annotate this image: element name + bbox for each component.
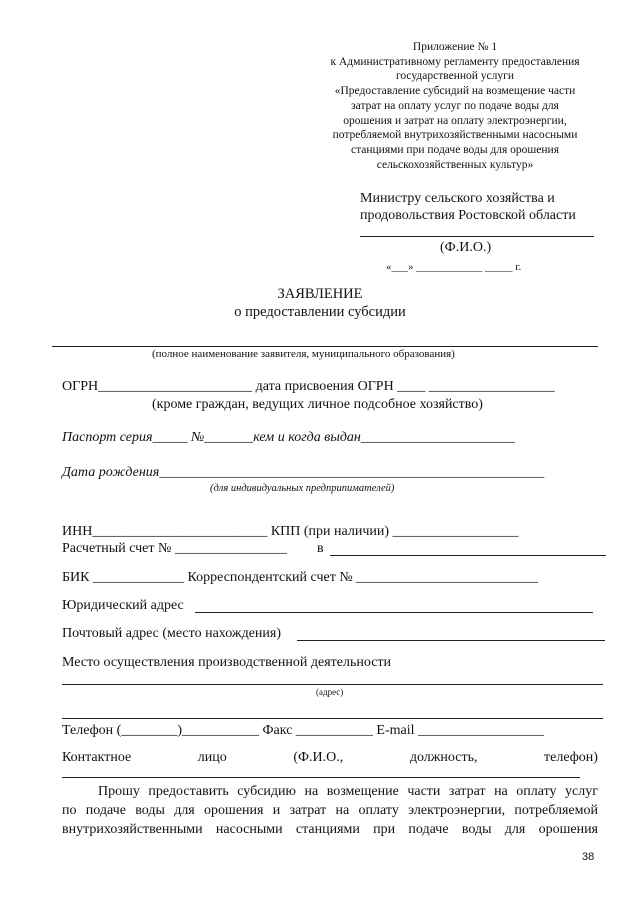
postal-address-label: Почтовый адрес (место нахождения) bbox=[62, 626, 281, 641]
request-line: по подаче воды для орошения и затрат на оплату электроэнергии, потребляемой bbox=[62, 803, 598, 818]
passport-field: Паспорт серия_____ №_______кем и когда выдан______________________ bbox=[62, 430, 515, 445]
appendix-line: государственной услуги bbox=[395, 70, 515, 83]
legal-address-label: Юридический адрес bbox=[62, 598, 184, 613]
document-title: ЗАЯВЛЕНИЕ bbox=[277, 286, 363, 302]
request-line: Прошу предоставить субсидию на возмещение части затрат на оплату услуг bbox=[98, 784, 598, 799]
addressee-line-1: Министру сельского хозяйства и bbox=[360, 191, 555, 206]
contact-word: (Ф.И.О., bbox=[293, 750, 344, 765]
contact-word: должность, bbox=[409, 750, 478, 765]
birth-date-field: Дата рождения_______________________________________________________ bbox=[62, 465, 545, 480]
phone-fax-email-field: Телефон (________)___________ Факс ___________ E-mail __________________ bbox=[62, 723, 545, 738]
appendix-line: затрат на оплату услуг по подаче воды для bbox=[351, 99, 559, 112]
addressee-line-2: продовольствия Ростовской области bbox=[360, 208, 576, 223]
appendix-line: потребляемой внутрихозяйственными насосными bbox=[332, 129, 578, 142]
bik-field: БИК _____________ Корреспондентский счет № __________________________ bbox=[62, 570, 539, 585]
appendix-line: сельскохозяйственных культур» bbox=[376, 158, 534, 171]
appendix-line: Приложение № 1 bbox=[412, 41, 498, 53]
legal-address-line bbox=[195, 612, 593, 613]
applicant-name-note: (полное наименование заявителя, муниципального образования) bbox=[152, 348, 455, 360]
contact-person-line bbox=[62, 777, 580, 778]
addressee-date: «___» ____________ _____ г. bbox=[386, 261, 522, 273]
activity-place-label: Место осуществления производственной деятельности bbox=[62, 655, 392, 670]
request-paragraph bbox=[62, 782, 598, 839]
appendix-line: орошения и затрат на оплату электроэнергии, bbox=[343, 114, 567, 127]
page-number: 38 bbox=[582, 851, 595, 863]
document-subtitle: о предоставлении субсидии bbox=[234, 304, 406, 320]
account-field: Расчетный счет № ________________ bbox=[62, 541, 287, 556]
applicant-name-line bbox=[52, 346, 598, 347]
contact-person-row bbox=[62, 750, 598, 766]
address-note: (адрес) bbox=[316, 687, 344, 697]
address-extra-line bbox=[62, 718, 603, 719]
contact-word: Контактное bbox=[62, 750, 132, 765]
inn-kpp-field: ИНН_________________________ КПП (при наличии) __________________ bbox=[62, 524, 519, 539]
appendix-header bbox=[300, 40, 610, 172]
appendix-line: станциями при подаче воды для орошения bbox=[351, 143, 559, 156]
appendix-line: к Административному регламенту предоставления bbox=[330, 55, 580, 68]
request-line: внутрихозяйственными насосными станциями при подаче воды для орошения bbox=[62, 822, 598, 837]
birth-date-note: (для индивидуальных предприпимателей) bbox=[210, 483, 395, 494]
account-bank-line bbox=[330, 555, 606, 556]
postal-address-line bbox=[297, 640, 605, 641]
addressee-fio-line bbox=[360, 236, 594, 237]
ogrn-field: ОГРН______________________ дата присвоения ОГРН ____ __________________ bbox=[62, 379, 555, 394]
account-bank-label: в bbox=[317, 541, 324, 556]
contact-word: телефон) bbox=[544, 750, 598, 765]
addressee-fio-caption: (Ф.И.О.) bbox=[440, 240, 492, 255]
activity-place-line bbox=[62, 684, 603, 685]
ogrn-note: (кроме граждан, ведущих личное подсобное хозяйство) bbox=[152, 397, 483, 412]
appendix-line: «Предоставление субсидий на возмещение части bbox=[334, 85, 576, 98]
contact-word: лицо bbox=[197, 750, 227, 765]
